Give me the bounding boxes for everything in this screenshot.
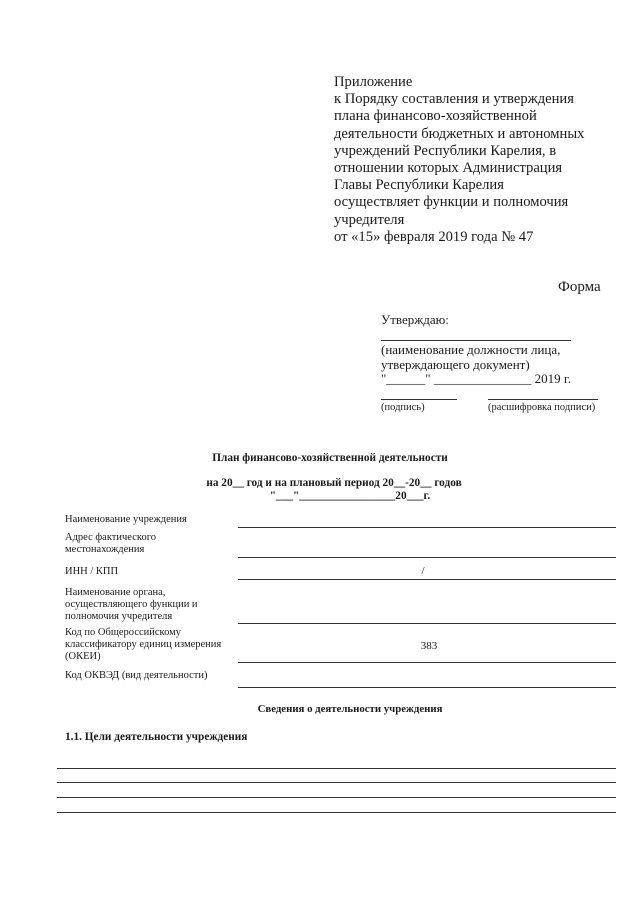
okved-field[interactable] <box>238 687 616 688</box>
approval-title: Утверждаю: <box>381 312 449 327</box>
position-caption-line: (наименование должности лица, <box>381 342 561 357</box>
section-title: Сведения о деятельности учреждения <box>257 703 443 715</box>
okei-label-line: (ОКЕИ) <box>65 651 101 662</box>
inn-kpp-value[interactable]: / <box>421 565 425 577</box>
founder-field[interactable] <box>238 623 616 624</box>
okved-label: Код ОКВЭД (вид деятельности) <box>65 670 208 681</box>
okei-field[interactable] <box>238 662 616 663</box>
address-label-line: местонахождения <box>65 544 145 555</box>
address-field[interactable] <box>238 557 616 558</box>
appendix-line: осуществляет функции и полномочия <box>334 194 569 211</box>
goals-input-line[interactable] <box>57 812 616 813</box>
position-blank-line[interactable] <box>381 340 571 341</box>
okei-label <box>65 627 240 663</box>
form-label: Форма <box>558 279 601 295</box>
goals-input-line[interactable] <box>57 797 616 798</box>
appendix-line: Приложение <box>334 74 413 90</box>
okei-label-line: Код по Общероссийскому <box>65 627 182 638</box>
appendix-header <box>334 74 624 246</box>
goals-input-line[interactable] <box>57 782 616 783</box>
inn-kpp-label: ИНН / КПП <box>65 566 119 577</box>
plan-period: на 20__ год и на плановый период 20__-20__ годов <box>206 477 462 489</box>
appendix-line: учреждений Республики Карелия, в <box>334 142 557 159</box>
subsection-title: 1.1. Цели деятельности учреждения <box>65 731 248 743</box>
appendix-line: к Порядку составления и утверждения <box>334 91 574 108</box>
inn-kpp-field[interactable] <box>238 579 616 580</box>
founder-label <box>65 587 235 623</box>
appendix-line: деятельности бюджетных и автономных <box>334 125 585 142</box>
address-label-line: Адрес фактического <box>65 532 156 543</box>
decoding-blank-line[interactable] <box>488 399 598 400</box>
decoding-caption: (расшифровка подписи) <box>488 402 596 413</box>
appendix-line: отношении которых Администрация <box>334 160 563 177</box>
address-label <box>65 532 235 556</box>
plan-date: "___"_________________20___г. <box>269 490 431 502</box>
approval-date[interactable]: "______" _______________ 2019 г. <box>381 371 571 386</box>
founder-label-line: Наименование органа, <box>65 587 166 598</box>
appendix-line: от «15» февраля 2019 года № 47 <box>334 228 534 245</box>
signature-caption: (подпись) <box>381 402 425 413</box>
appendix-line: Главы Республики Карелия <box>334 177 504 194</box>
position-caption <box>381 342 560 372</box>
position-caption-line: утверждающего документ) <box>381 357 530 372</box>
appendix-line: учредителя <box>334 211 405 228</box>
appendix-line: плана финансово-хозяйственной <box>334 108 537 125</box>
institution-name-field[interactable] <box>238 527 616 528</box>
signature-blank-line[interactable] <box>381 399 457 400</box>
plan-title: План финансово-хозяйственной деятельности <box>212 452 448 464</box>
okei-value[interactable]: 383 <box>420 640 438 652</box>
goals-input-line[interactable] <box>57 768 616 769</box>
approval-block <box>381 312 621 422</box>
founder-label-line: полномочия учредителя <box>65 611 173 622</box>
founder-label-line: осуществляющего функции и <box>65 599 198 610</box>
okei-label-line: классификатору единиц измерения <box>65 639 222 650</box>
institution-name-label: Наименование учреждения <box>65 514 187 525</box>
